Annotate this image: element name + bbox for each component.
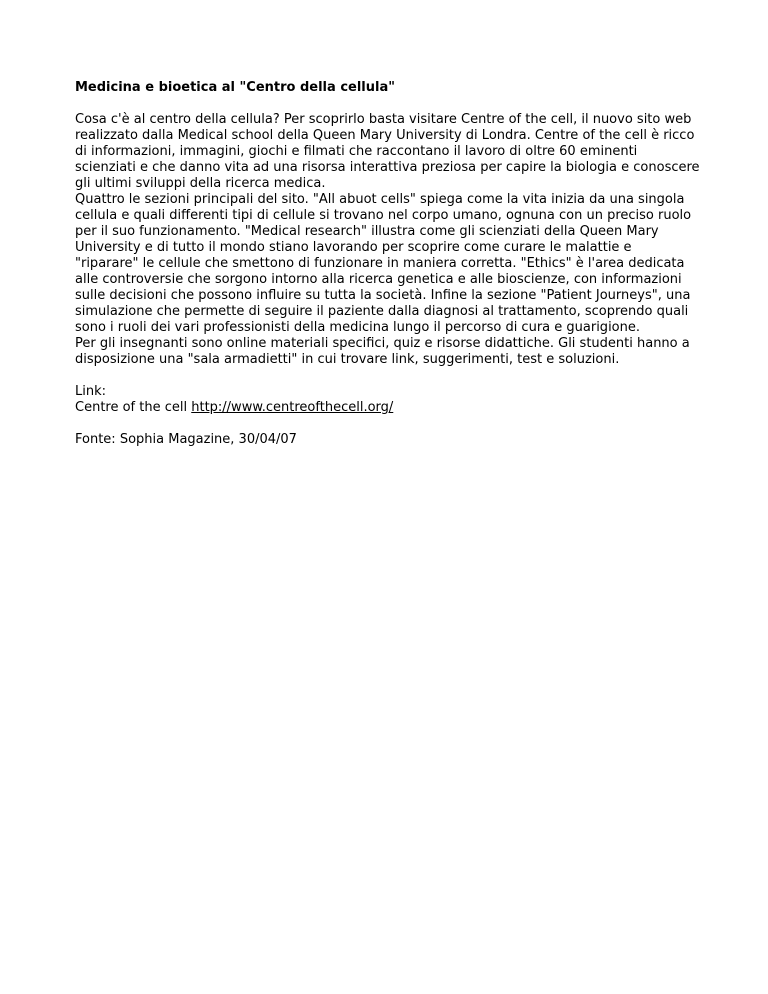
body-line: scienziati e che danno vita ad una risorsa interattiva preziosa per capire la biologia e conoscere <box>75 160 700 175</box>
link-row <box>75 400 705 416</box>
body-line: Cosa c'è al centro della cellula? Per scoprirlo basta visitare Centre of the cell, il nuovo sito web <box>75 112 692 127</box>
links-heading: Link: <box>75 384 107 399</box>
body-line: "riparare" le cellule che smettono di funzionare in maniera corretta. "Ethics" è l'area dedicata <box>75 256 685 271</box>
body-line: Per gli insegnanti sono online materiali specifici, quiz e risorse didattiche. Gli studenti hanno a <box>75 336 690 351</box>
body-line: cellula e quali differenti tipi di cellule si trovano nel corpo umano, ognuna con un preciso ruolo <box>75 208 692 223</box>
article-body <box>75 112 705 368</box>
body-line: simulazione che permette di seguire il paziente dalla diagnosi al trattamento, scoprendo quali <box>75 304 689 319</box>
link-label: Centre of the cell <box>75 400 192 415</box>
body-line: sono i ruoli dei vari professionisti della medicina lungo il percorso di cura e guarigione. <box>75 320 640 335</box>
links-section <box>75 384 705 416</box>
body-line: disposizione una "sala armadietti" in cui trovare link, suggerimenti, test e soluzioni. <box>75 352 620 367</box>
body-line: gli ultimi sviluppi della ricerca medica. <box>75 176 326 191</box>
body-line: sulle decisioni che possono influire su tutta la società. Infine la sezione "Patient Journeys", una <box>75 288 691 303</box>
centre-of-the-cell-link[interactable]: http://www.centreofthecell.org/ <box>191 400 394 415</box>
body-line: University e di tutto il mondo stiano lavorando per scoprire come curare le malattie e <box>75 240 632 255</box>
body-line: realizzato dalla Medical school della Queen Mary University di Londra. Centre of the cell è ricco <box>75 128 695 143</box>
article-title: Medicina e bioetica al "Centro della cellula" <box>75 80 396 95</box>
body-line: Quattro le sezioni principali del sito. "All abuot cells" spiega come la vita inizia da una singola <box>75 192 685 207</box>
body-line: alle controversie che sorgono intorno alla ricerca genetica e alle bioscienze, con informazioni <box>75 272 682 287</box>
article <box>75 80 705 464</box>
source-line: Fonte: Sophia Magazine, 30/04/07 <box>75 432 297 447</box>
body-line: per il suo funzionamento. "Medical research" illustra come gli scienziati della Queen Mary <box>75 224 659 239</box>
body-line: di informazioni, immagini, giochi e filmati che raccontano il lavoro di oltre 60 eminenti <box>75 144 638 159</box>
